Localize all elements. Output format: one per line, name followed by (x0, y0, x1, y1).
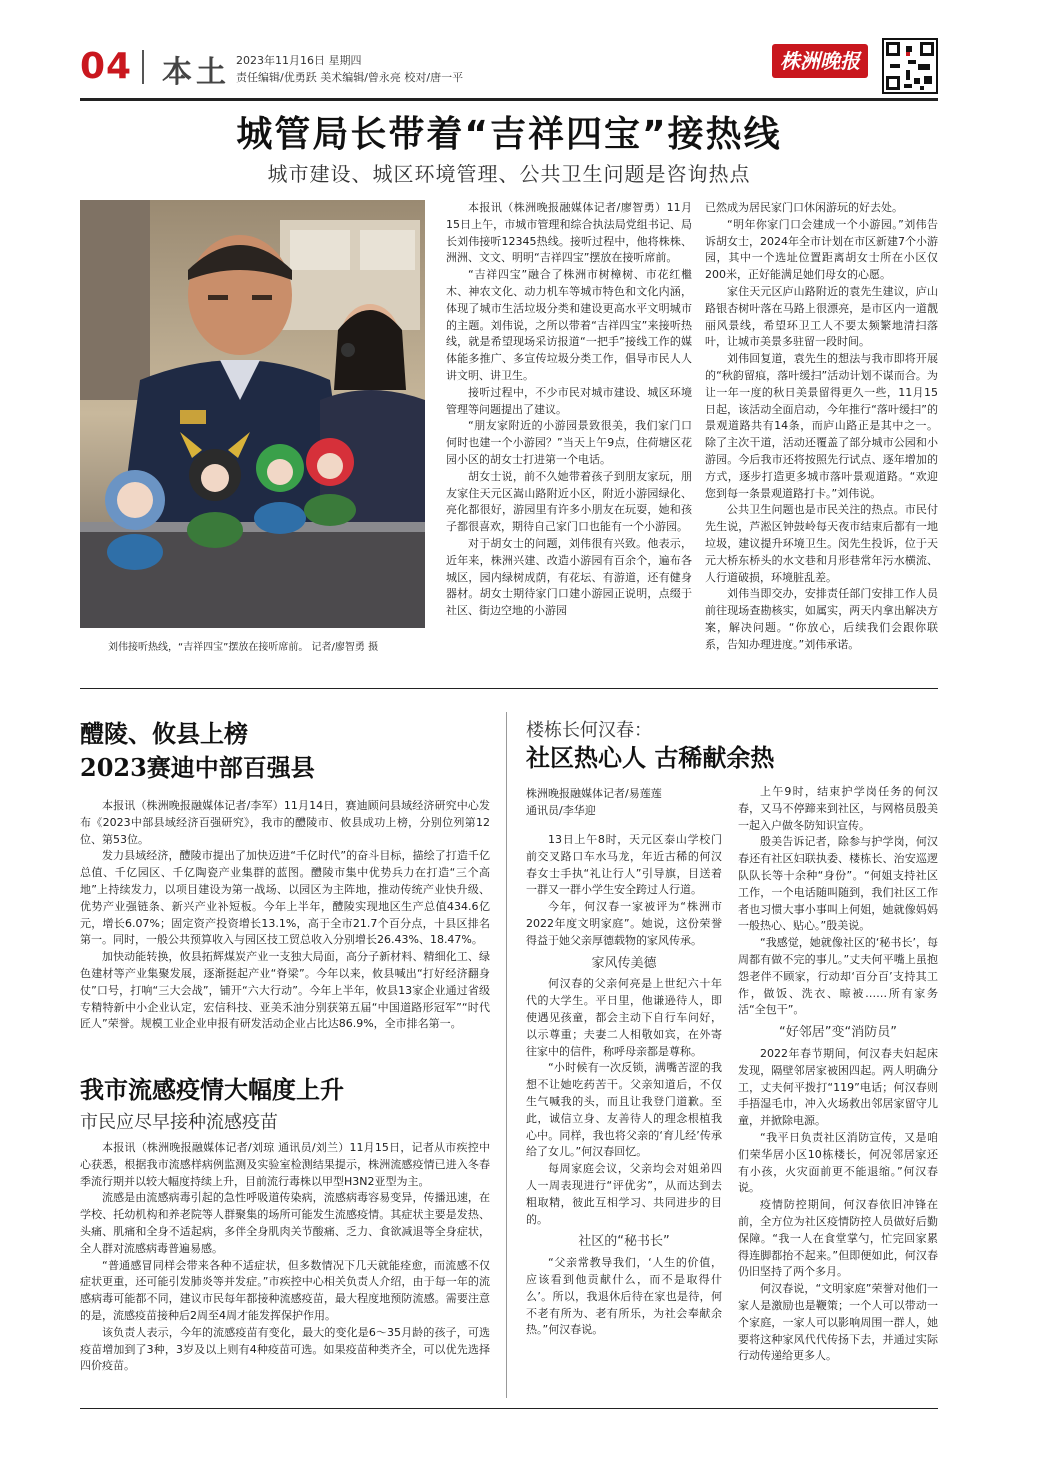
paragraph: 何汉春的父亲何亮是上世纪六十年代的大学生。平日里，他谦逊待人，即使遇见孩童，都会主动下自行车问好，以示尊重；夫妻二人相敬如宾，在外寄往家中的信件，称呼母亲都是尊称。 (526, 977, 722, 1058)
flu-headline: 我市流感疫情大幅度上升 (80, 1075, 344, 1104)
news-photo (80, 200, 425, 628)
paragraph: 本报讯（株洲晚报融媒体记者/李军）11月14日，赛迪顾问县域经济研究中心发布《2023中部县域经济百强研究》，我市的醴陵市、攸县成功上榜，分别位列第12位、第53位。 (80, 799, 490, 846)
paragraph: “小时候有一次反锁，满嘴苦涩的我想不让她吃药苦干。父亲知道后，不仅生气喊我的头，而且让我登门道歉。至此，诚信立身、友善待人的理念根植我心中。同样，我也将父亲的‘育儿经’传承给了女儿。”何汉春回忆。 (526, 1061, 722, 1159)
paragraph: 2022年春节期间，何汉春夫妇起床发现，隔壁邻居家被困四起。两人明确分工，丈夫何平拨打“119”电话；何汉春则手捂湿毛巾，冲入火场救出邻居家留守儿童，并掀除电源。 (738, 1046, 938, 1128)
liling-article-body (80, 798, 490, 1052)
qr-code-icon (882, 38, 938, 94)
paragraph: 殷美告诉记者，除参与护学岗，何汉春还有社区妇联执委、楼栋长、治安巡逻队队长等十余种“身份”。“何姐支持社区工作，一个电话随叫随到，我们社区工作者也习惯大事小事叫上何姐，她就像妈妈一般热心、贴心。”殷美说。 (738, 835, 938, 933)
paragraph: “朋友家附近的小游园景致很美，我们家门口何时也建一个小游园？”当天上午9点，住荷塘区花园小区的胡女士打进第一个电话。 (446, 419, 692, 466)
paragraph: 疫情防控期间，何汉春依旧冲锋在前，全方位为社区疫情防控人员做好后勤保障。“我一人在食堂掌勺，忙完回家累得连脚都抬不起来。”但即便如此，何汉春仍旧坚持了两个多月。 (738, 1198, 938, 1279)
photo-illustration (80, 200, 425, 628)
paragraph: 公共卫生问题也是市民关注的热点。市民付先生说，芦淞区钟鼓岭每天夜市结束后都有一地垃圾，建议提升环境卫生。闵先生投诉，位于天元大桥东桥头的水文巷和月形巷常年污水横流、人行道破损，环境脏乱差。 (705, 503, 938, 584)
section-rule (80, 688, 938, 689)
paragraph: 胡女士说，前不久她带着孩子到朋友家玩，朋友家住天元区嵩山路附近小区，附近小游园绿化、亮化都很好，游园里有许多小朋友在玩耍，她和孩子都很喜欢，期待自己家门口也能有一个小游园。 (446, 469, 692, 534)
paragraph: 加快动能转换，攸县拓辉煤炭产业一支独大局面，高分子新材料、精细化工、绿色建材等产业集聚发展，逐渐挺起产业“脊梁”。今年以来，攸县喊出“打好经济翻身仗”口号，打响“三大会战”，铺开“六大行动”。今年上半年，攸县13家企业通过省级专精特新中小企业认定，宏信科技、亚美禾油分别获第五届“中国道路形冠军”“时代匠人”荣誉。规模工业企业申报有研发活动企业占比达86.9%，全市排名第一。 (80, 950, 490, 1031)
paragraph: 13日上午8时，天元区泰山学校门前交叉路口车水马龙，年近古稀的何汉春女士手执“礼让行人”引导旗，目送着一群又一群小学生安全跨过人行道。 (526, 833, 722, 897)
paragraph: “明年你家门口会建成一个小游园。”刘伟告诉胡女士，2024年全市计划在市区新建7个小游园，其中一个选址位置距离胡女士所在小区仅200米，正好能满足她们母女的心愿。 (705, 217, 938, 282)
paragraph: 发力县域经济，醴陵市提出了加快迈进“千亿时代”的奋斗目标，描绘了打造千亿总值、千亿园区、千亿陶瓷产业集群的蓝图。醴陵市集中优势兵力在打造“三个高地”上持续发力，以项目建设为第一战场、以园区为主阵地，推动传统产业快升级、优势产业强链条、新兴产业补短板。今年上半年，醴陵实现地区生产总值434.6亿元，增长6.07%；固定资产投资增长13.1%，高于全市21.7个百分点，十县区排名第一。同时，一般公共预算收入与园区技工贸总收入分别增长26.43%、18.47%。 (80, 849, 490, 947)
paragraph: “我感觉，她就像社区的‘秘书长’，每周都有做不完的事儿。”丈夫何平嘴上虽抱怨老伴不顾家，行动却‘百分百’支持其工作，做饭、洗衣、晾被……所有家务活“全包干”。 (738, 936, 938, 1017)
paragraph: 刘伟当即交办，安排责任部门安排工作人员前往现场查勘核实，如属实，两天内拿出解决方案，解决问题。“你放心，后续我们会跟你联系，告知办理进度。”刘伟承诺。 (705, 587, 938, 651)
liling-headline-line-1: 醴陵、攸县上榜 (80, 719, 248, 748)
paragraph: “普通感冒同样会带来各种不适症状，但多数情况下几天就能痊愈，而流感不仅症状更重，还可能引发肺炎等并发症。”市疾控中心相关负责人介绍，由于每一年的流感病毒可能都不同，建议市民每年都接种流感疫苗，最大程度地预防流感。需要注意的是，流感疫苗接种后2周至4周才能发挥保护作用。 (80, 1258, 490, 1322)
he-article-column-2 (738, 784, 938, 1398)
photo-caption: 刘伟接听热线，“吉祥四宝”摆放在接听席前。 记者/廖智勇 摄 (108, 642, 379, 653)
section-name: 本土 (162, 55, 230, 90)
main-subheadline: 城市建设、城区环境管理、公共卫生问题是咨询热点 (267, 162, 751, 186)
he-byline (526, 786, 726, 820)
paragraph: 流感是由流感病毒引起的急性呼吸道传染病，流感病毒容易变异，传播迅速，在学校、托幼机构和养老院等人群聚集的场所可能发生流感疫情。其症状主要是发热、头痛、肌痛和全身不适起病，多伴全身肌肉关节酸痛、乏力、食欲减退等全身症状，全人群对流感病毒普遍易感。 (80, 1191, 490, 1255)
header-rule (80, 98, 938, 101)
newspaper-logo: 株洲晚报 (772, 44, 868, 78)
he-article-column-1 (526, 832, 722, 1398)
byline-correspondent: 通讯员/李华迎 (526, 803, 596, 817)
liling-headline-line-2: 2023赛迪中部百强县 (80, 753, 315, 782)
footer-rule (80, 1408, 938, 1409)
paragraph: “吉祥四宝”融合了株洲市树樟树、市花红檵木、神农文化、动力机车等城市特色和文化内涵，体现了城市生活垃圾分类和建设更高水平文明城市的主题。刘伟说，之所以带着“吉祥四宝”来接听热线，就是希望现场采访报道“一把手”接线工作的媒体能多推广、多宣传垃圾分类工作，倡导市民人人讲文明、讲卫生。 (446, 268, 692, 382)
paragraph: 每周家庭会议，父亲均会对姐弟四人一周表现进行“评优劣”，从而达到去粗取精，彼此互相学习、共同进步的目的。 (526, 1162, 722, 1226)
main-headline: 城管局长带着“吉祥四宝”接热线 (236, 114, 782, 155)
editor-credits: 责任编辑/优勇跃 美术编辑/曾永亮 校对/唐一平 (236, 71, 464, 84)
paragraph: “我平日负责社区消防宣传，又是咱们荣华居小区10栋楼长，何况邻居家还有小孩，火灾面前更不能退缩。”何汉春说。 (738, 1130, 938, 1195)
paragraph: 接听过程中，不少市民对城市建设、城区环境管理等问题提出了建议。 (446, 385, 692, 416)
he-subheading-firefighter: “好邻居”变“消防员” (779, 1025, 897, 1041)
he-headline: 社区热心人 古稀献余热 (526, 743, 775, 772)
paragraph: 上午9时，结束护学岗任务的何汉春，又马不停蹄来到社区，与网格员殷美一起入户做冬防知识宣传。 (738, 785, 938, 832)
paragraph: 已然成为居民家门口休闲游玩的好去处。 (705, 201, 903, 214)
he-kicker: 楼栋长何汉春： (526, 720, 652, 741)
flu-article-body (80, 1140, 490, 1394)
paragraph: 本报讯（株洲晚报融媒体记者/廖智勇）11月15日上午，市城市管理和综合执法局党组书记、局长刘伟接听12345热线。接听过程中，他将株株、洲洲、文文、明明“吉祥四宝”摆放在接听席前。 (446, 201, 692, 265)
byline-reporter: 株洲晚报融媒体记者/易莲莲 (526, 787, 662, 800)
header-divider (142, 50, 144, 84)
paragraph: 刘伟回复道，袁先生的想法与我市即将开展的“秋韵留痕，落叶缓扫”活动计划不谋而合。为让一年一度的秋日美景留得更久一些，11月15日起，该活动全面启动，今年推行“落叶缓扫”的景观道路共有14条，而庐山路正是其中之一。除了主次干道，活动还覆盖了部分城市公园和小游园。今后我市还将按照先行试点、逐年增加的方式，逐步打造更多城市落叶景观道路。“欢迎您到每一条景观道路打卡。”刘伟说。 (705, 352, 938, 500)
he-subheading-family: 家风传美德 (591, 955, 657, 971)
paragraph: 该负责人表示，今年的流感疫苗有变化，最大的变化是6～35月龄的孩子，可选疫苗增加到了3种，3岁及以上则有4种疫苗可选。如果疫苗种类齐全，可以优先选择四价疫苗。 (80, 1325, 490, 1373)
paragraph: 对于胡女士的问题，刘伟很有兴致。他表示，近年来，株洲兴建、改造小游园有百余个，遍布各城区，园内绿树成荫，有花坛、有游道，还有健身器材。胡女士期待家门口建小游园正说明，点缀于社区、街边空地的小游园 (446, 536, 692, 618)
paragraph: 何汉春说，“文明家庭”荣誉对他们一家人是激励也是鞭策；一个人可以带动一个家庭，一家人可以影响周围一群人，她要将这种家风代代传扬下去，并通过实际行动传递给更多人。 (738, 1282, 938, 1363)
page-number: 04 (80, 46, 133, 87)
paragraph: 今年，何汉春一家被评为“株洲市2022年度文明家庭”。她说，这份荣誉得益于她父亲厚德载物的家风传承。 (526, 900, 722, 947)
paragraph: 家住天元区庐山路附近的袁先生建议，庐山路银杏树叶落在马路上很漂亮，是市区内一道靓丽风景线，希望环卫工人不要太频繁地清扫落叶，让城市美景多驻留一段时间。 (705, 284, 938, 349)
column-rule (506, 712, 507, 1398)
paragraph: “父亲常教导我们，‘人生的价值，应该看到他贡献什么，而不是取得什么’。所以，我退休后待在家也是待，何不老有所为、老有所乐，为社会奉献余热。”何汉春说。 (526, 1256, 722, 1337)
issue-date: 2023年11月16日 星期四 (236, 54, 362, 67)
main-article-column-1 (446, 200, 692, 670)
main-article-column-2 (705, 200, 938, 670)
paragraph: 本报讯（株洲晚报融媒体记者/刘琼 通讯员/刘兰）11月15日，记者从市疾控中心获悉，根据我市流感样病例监测及实验室检测结果提示，株洲流感疫情已进入冬春季流行期并以较大幅度持续上升，目前流行毒株以甲型H3N2亚型为主。 (80, 1141, 490, 1188)
he-subheading-secretary: 社区的“秘书长” (578, 1234, 670, 1250)
flu-subheadline: 市民应尽早接种流感疫苗 (80, 1112, 278, 1133)
